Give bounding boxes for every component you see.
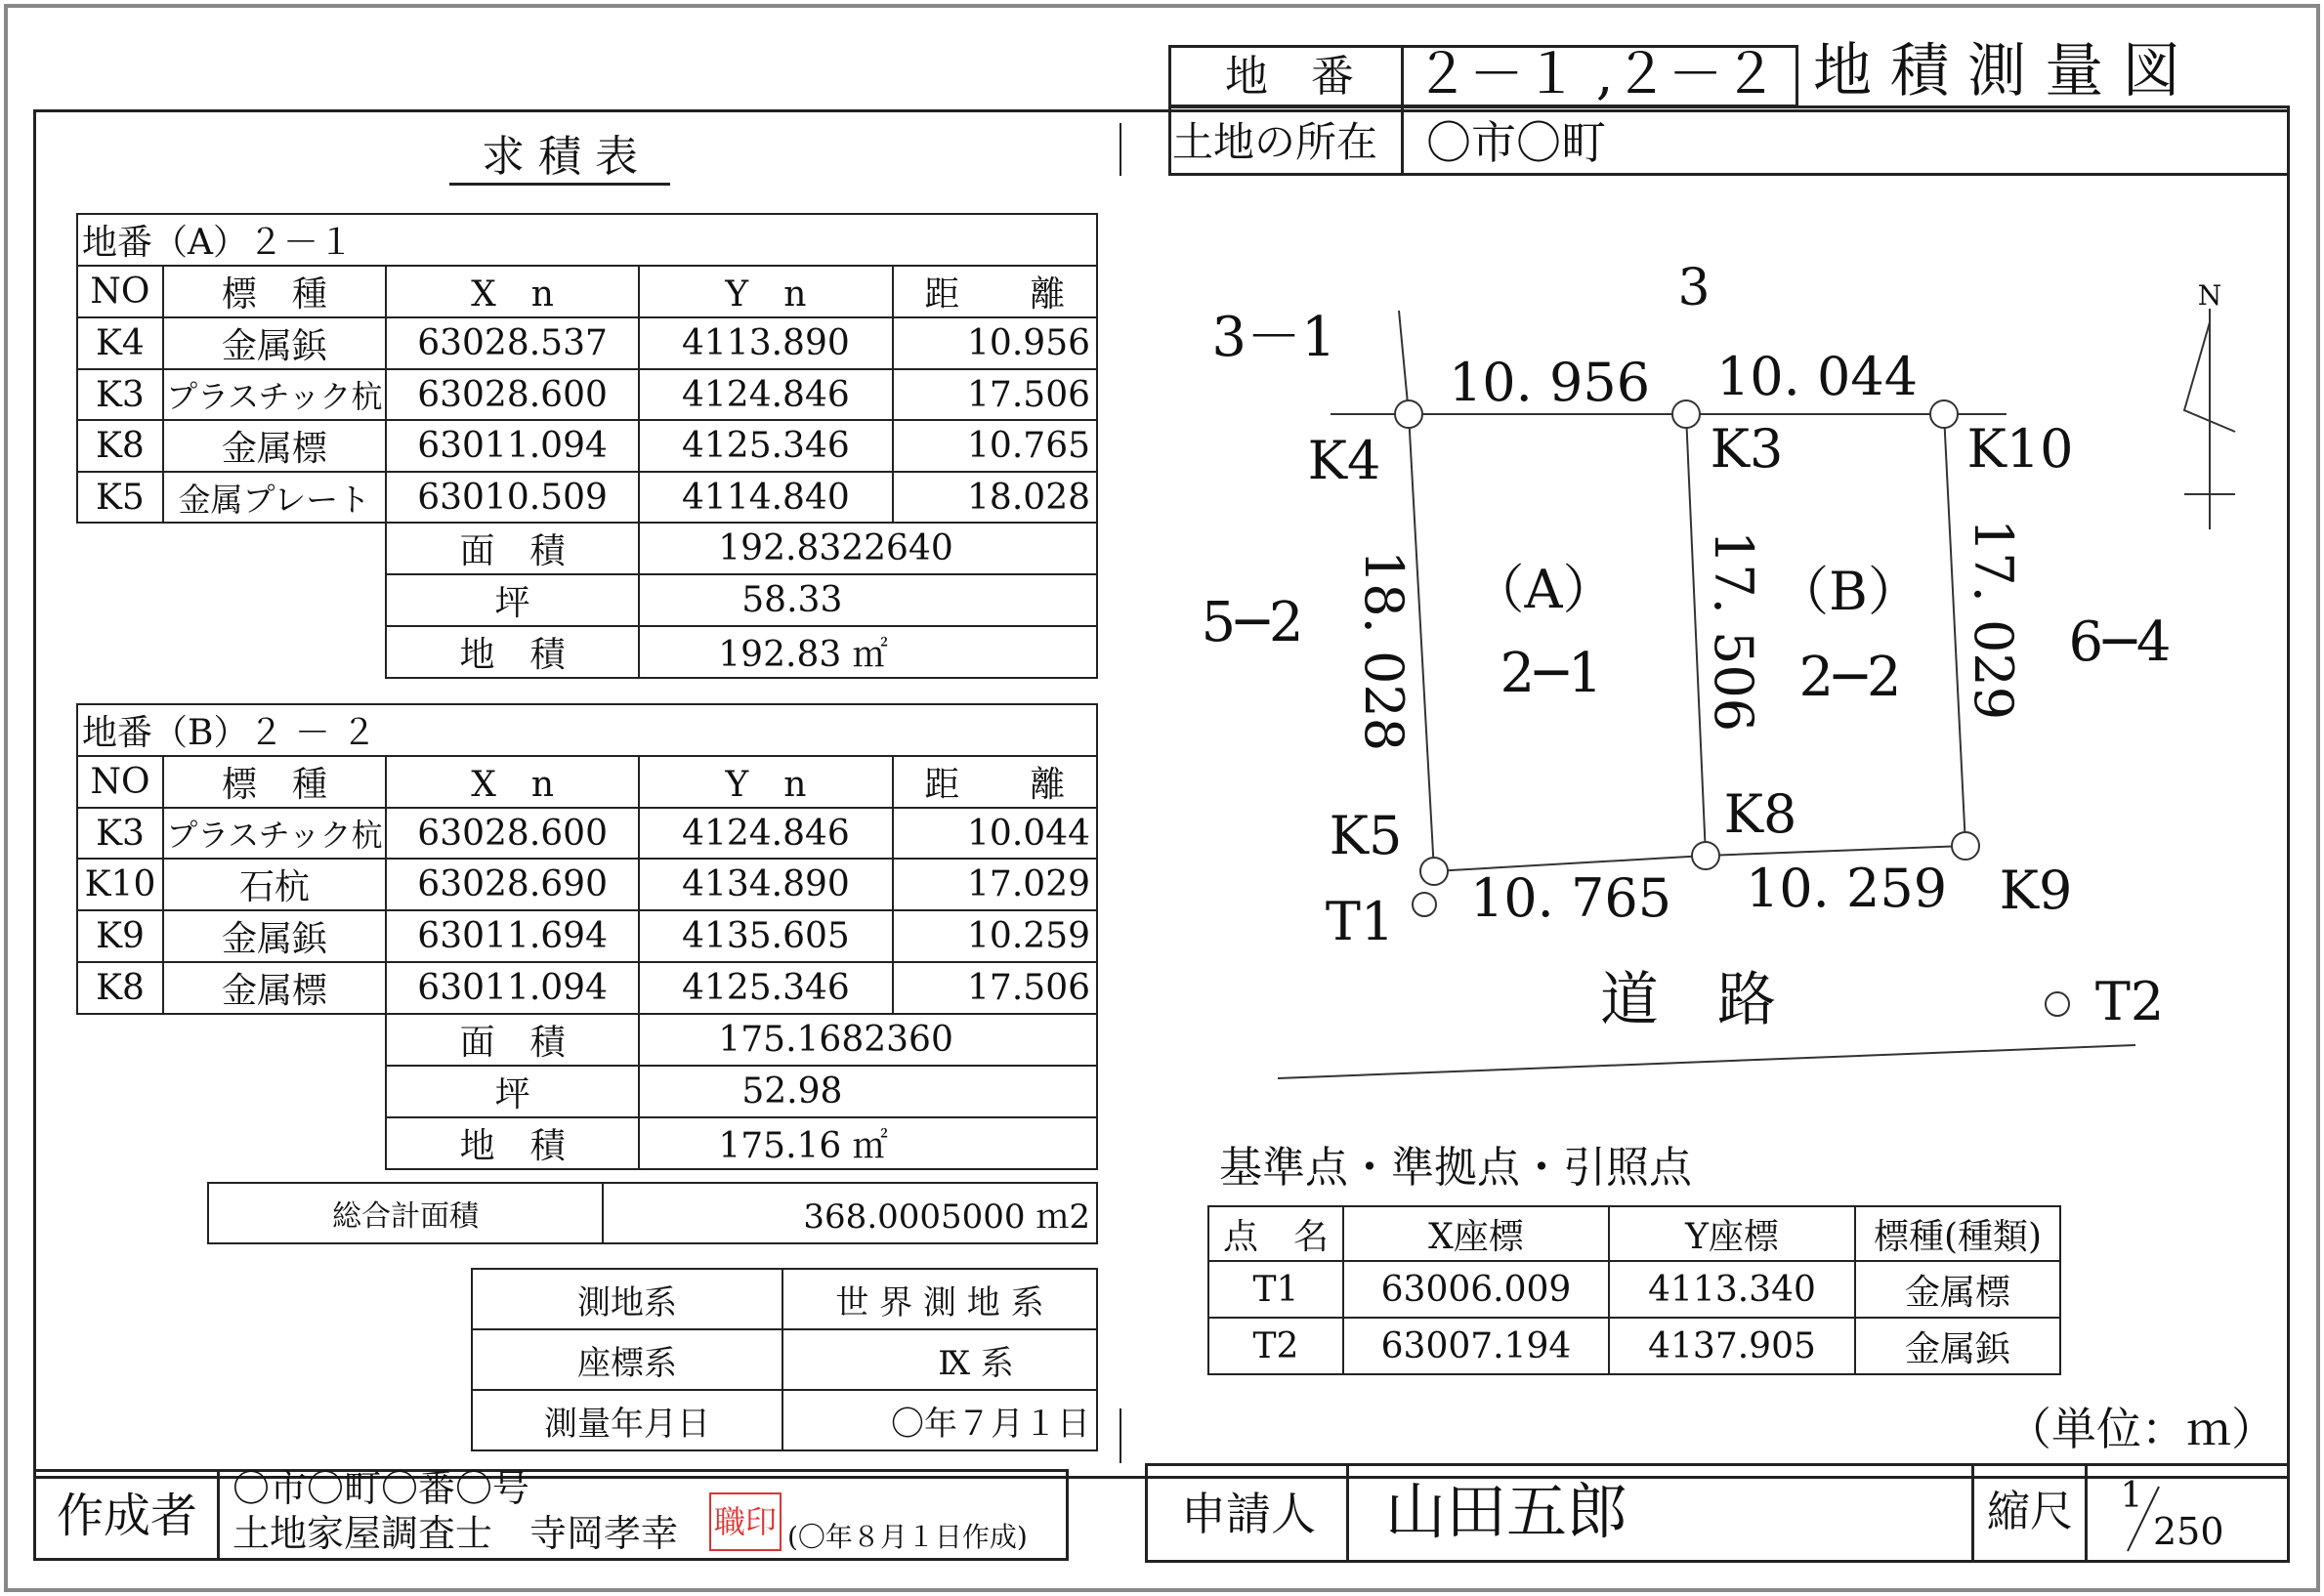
survey-info-table [471,1268,1098,1451]
cell-distance: 18.028 [893,472,1097,523]
point-label-t1: T1 [1325,891,1395,952]
point-marker [1672,400,1700,428]
cell-y: 4125.346 [639,420,892,472]
cell-distance: 10.956 [893,317,1097,369]
cell-distance: 17.506 [893,369,1097,420]
north-arrow-icon [2184,309,2235,529]
cell-x: 63028.690 [386,859,639,910]
cell-x: 63006.009 [1343,1261,1609,1318]
boundary-line [1399,311,1409,414]
header-y-coord: Y座標 [1609,1206,1855,1261]
table-row [1208,1261,2060,1318]
cell-x: 63011.694 [386,910,639,962]
author-name: 土地家屋調査士 寺岡孝幸 [232,1512,679,1555]
document-title: 地 積 測 量 図 [1813,37,2181,105]
point-label-k5: K5 [1329,805,1403,866]
point-label-t2: T2 [2094,971,2165,1032]
cell-type: 石杭 [163,859,386,910]
survey-info-row [472,1269,1097,1329]
point-marker [1952,832,1979,860]
point-marker [1930,400,1958,428]
table-row [77,369,1097,420]
location-value: 〇市〇町 [1426,116,1606,169]
table-row [1208,1318,2060,1374]
cell-y: 4113.890 [639,317,892,369]
cell-no: K3 [77,369,163,420]
road-edge [1278,1045,2135,1078]
cell-type: 金属標 [163,962,386,1014]
neighbor-label-topleft: 3－1 [1211,306,1336,369]
area-label: 面 積 [386,1014,639,1066]
header-type: 標 種 [163,266,386,317]
cell-no: K10 [77,859,163,910]
cell-x: 63010.509 [386,472,639,523]
scale-divider [1971,1463,1974,1563]
north-label: N [2197,279,2222,312]
survey-info-row [472,1390,1097,1450]
coord-system-label: 座標系 [472,1329,782,1390]
parcel-a-label: （A） [1471,559,1616,620]
point-label-k10: K10 [1966,418,2074,480]
table-row [77,859,1097,910]
cell-point-name: T2 [1208,1318,1343,1374]
cell-type: 金属鋲 [163,910,386,962]
reference-points-table [1207,1205,2061,1375]
cell-distance: 10.044 [893,808,1097,859]
scale-label: 縮尺 [1987,1487,2073,1536]
coord-system-value: Ⅸ 系 [782,1329,1097,1390]
survey-date-value: 〇年７月１日 [782,1390,1097,1450]
parcel-b-number: 2─2 [1798,646,1902,709]
cell-no: K8 [77,420,163,472]
cell-x: 63011.094 [386,420,639,472]
header-point-name: 点 名 [1208,1206,1343,1261]
cell-y: 4134.890 [639,859,892,910]
cell-no: K9 [77,910,163,962]
chiseki-label: 地 積 [386,626,639,678]
neighbor-label-left: 5─2 [1201,591,1304,654]
total-area-value: 368.0005000 ｍ2 [603,1183,1097,1243]
chiseki-label: 地 積 [386,1117,639,1169]
survey-map [1133,254,2257,1094]
table-row [77,420,1097,472]
header-x-coord: X座標 [1343,1206,1609,1261]
scale-divider [2085,1463,2088,1563]
point-marker [1395,400,1422,428]
tsubo-value: 52.98 [639,1066,1097,1117]
tsubo-label: 坪 [386,1066,639,1117]
cell-y: 4124.846 [639,808,892,859]
header-distance: 距 離 [893,756,1097,808]
distance-k4-k5: 18. 028 [1353,549,1415,752]
header-divider-right [1796,45,1798,107]
creation-date: (〇年８月１日作成) [787,1521,1028,1553]
survey-info-row [472,1329,1097,1390]
reference-point-marker [2046,992,2069,1016]
author-address: 〇市〇町〇番〇号 [232,1467,530,1510]
area-label: 面 積 [386,523,639,574]
chiban-label: 地 番 [1225,52,1354,102]
separator-top [1120,123,1121,176]
cell-y: 4113.340 [1609,1261,1855,1318]
tsubo-value: 58.33 [639,574,1097,626]
cell-y: 4114.840 [639,472,892,523]
chiseki-value: 192.83 ㎡ [639,626,1097,678]
cell-type: 金属プレート [163,472,386,523]
survey-date-label: 測量年月日 [472,1390,782,1450]
table-row [77,962,1097,1014]
table-row [77,472,1097,523]
cell-type: 金属標 [1855,1261,2060,1318]
reference-points-title: 基準点・準拠点・引照点 [1219,1143,1692,1193]
point-label-k3: K3 [1710,418,1784,480]
applicant-name: 山田五郎 [1385,1476,1628,1547]
middle-boundary [1686,414,1706,856]
datum-label: 測地系 [472,1269,782,1329]
neighbor-label-right: 6─4 [2068,610,2172,674]
distance-k4-k3: 10. 956 [1448,352,1651,413]
cell-y: 4125.346 [639,962,892,1014]
header-no: NO [77,756,163,808]
distance-k10-k9: 17. 029 [1963,518,2024,721]
datum-value: 世 界 測 地 系 [782,1269,1097,1329]
neighbor-label-top: 3 [1677,259,1711,317]
distance-k8-k9: 10. 259 [1745,858,1948,919]
scale-denominator: 250 [2153,1510,2224,1553]
cell-point-name: T1 [1208,1261,1343,1318]
point-label-k8: K8 [1723,783,1797,845]
cell-type: プラスチック杭 [163,369,386,420]
cell-x: 63028.537 [386,317,639,369]
cell-x: 63011.094 [386,962,639,1014]
official-seal: 職印 [709,1492,782,1551]
chiseki-value: 175.16 ㎡ [639,1117,1097,1169]
parcel-a-number: 2─1 [1500,642,1603,705]
distance-k3-k8: 17. 506 [1703,529,1764,733]
distance-k5-k8: 10. 765 [1469,867,1672,929]
road-label: 道 路 [1600,966,1776,1034]
cell-type: 金属鋲 [163,317,386,369]
cell-y: 4137.905 [1609,1318,1855,1374]
cell-distance: 17.506 [893,962,1097,1014]
cell-no: K5 [77,472,163,523]
total-area-label: 総合計面積 [208,1183,603,1243]
applicant-label: 申請人 [1181,1488,1316,1540]
cell-distance: 10.765 [893,420,1097,472]
location-label: 土地の所在 [1172,118,1378,166]
cell-distance: 17.029 [893,859,1097,910]
point-label-k4: K4 [1307,430,1381,491]
point-marker [1420,858,1448,885]
unit-note: （単位：ｍ） [2007,1403,2276,1455]
table-row [77,317,1097,369]
header-x: X n [386,756,639,808]
header-no: NO [77,266,163,317]
parcel-label-a: 地番 [82,223,153,263]
cell-no: K8 [77,962,163,1014]
cell-x: 63028.600 [386,808,639,859]
cell-x: 63007.194 [1343,1318,1609,1374]
author-divider [217,1469,220,1561]
tsubo-label: 坪 [386,574,639,626]
header-y: Y n [639,266,892,317]
parcel-value-b: （B）２ － ２ [152,713,377,753]
chiban-value: ２－１ ,２－２ [1415,43,1778,106]
kyuseki-title: 求 積 表 [449,131,670,186]
kyuseki-table-a [76,213,1098,679]
cell-y: 4124.846 [639,369,892,420]
author-label: 作成者 [56,1489,197,1543]
header-x: X n [386,266,639,317]
point-marker [1692,842,1719,869]
separator-bottom [1120,1408,1121,1463]
kyuseki-table-b [76,703,1098,1170]
cell-y: 4135.605 [639,910,892,962]
cell-type: プラスチック杭 [163,808,386,859]
header-distance: 距 離 [893,266,1097,317]
parcel-label-b: 地番 [82,713,153,753]
point-label-k9: K9 [1999,860,2073,921]
parcel-b-label: （B） [1776,561,1921,622]
cell-x: 63028.600 [386,369,639,420]
cell-no: K3 [77,808,163,859]
reference-point-marker [1413,893,1436,916]
table-row [77,808,1097,859]
header-marker-type: 標種(種類) [1855,1206,2060,1261]
scale-numerator: 1 [2120,1476,2143,1516]
parcel-value-a: （A）２－１ [152,223,355,263]
header-type: 標 種 [163,756,386,808]
applicant-divider [1346,1463,1349,1563]
cell-type: 金属標 [163,420,386,472]
distance-k3-k10: 10. 044 [1715,346,1919,407]
table-row [77,910,1097,962]
total-area-table [207,1182,1098,1244]
cell-no: K4 [77,317,163,369]
cell-type: 金属鋲 [1855,1318,2060,1374]
east-boundary [1944,414,1965,846]
area-value: 175.1682360 [639,1014,1097,1066]
header-y: Y n [639,756,892,808]
area-value: 192.8322640 [639,523,1097,574]
cell-distance: 10.259 [893,910,1097,962]
